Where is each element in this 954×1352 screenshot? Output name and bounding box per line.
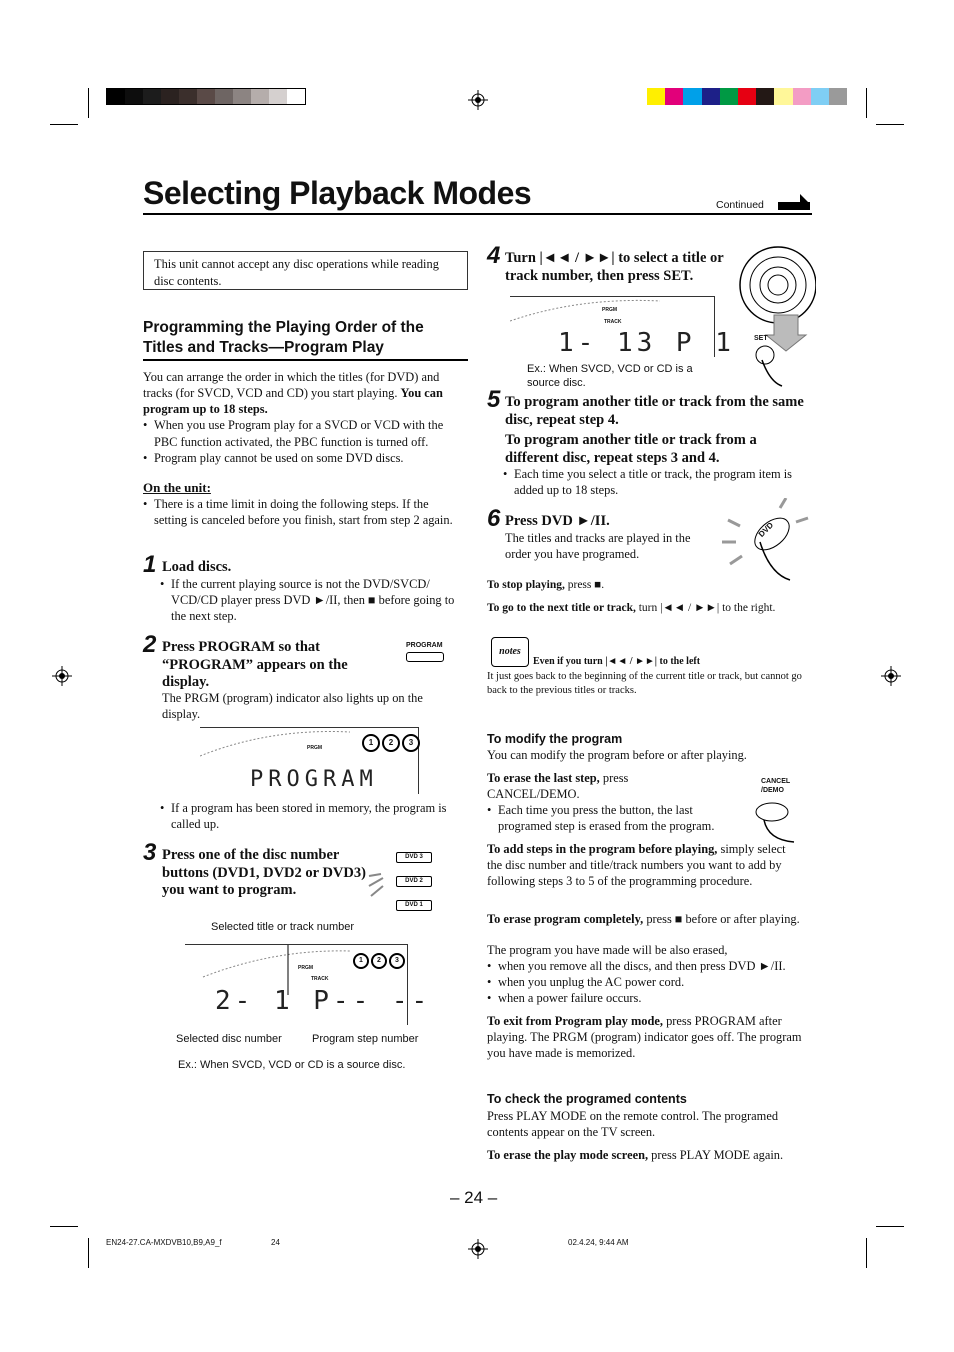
notes-title: Even if you turn |◄◄ / ►►| to the left — [533, 656, 701, 667]
crop-mark — [50, 124, 78, 125]
erase-all-body: The program you have made will be also erased, — [487, 943, 728, 957]
jog-dial-icon — [732, 243, 816, 353]
crop-mark — [866, 88, 867, 118]
color-swatch — [665, 88, 683, 105]
color-swatch — [107, 89, 125, 104]
step-number: 4 — [487, 242, 501, 269]
next-instruction — [487, 601, 775, 616]
color-calibration-bar — [647, 88, 847, 105]
step-number: 3 — [143, 839, 157, 866]
notes-icon — [491, 637, 529, 667]
color-swatch — [215, 89, 233, 104]
color-swatch — [179, 89, 197, 104]
dvd1-button: DVD 1 — [396, 900, 432, 911]
erase-screen-instruction — [487, 1147, 807, 1163]
label-selected-title: Selected title or track number — [211, 921, 355, 933]
footer-timestamp: 02.4.24, 9:44 AM — [568, 1238, 629, 1247]
list-item: • when you remove all the discs, and then press DVD ►/II. — [487, 958, 805, 974]
list-item: • There is a time limit in doing the following steps. If the setting is canceled before you finish, start from step 2 again. — [143, 496, 463, 528]
lcd-disc-indicators — [353, 953, 405, 969]
on-unit-heading: On the unit: — [143, 480, 211, 495]
disc-2-indicator: 2 — [382, 734, 400, 752]
registration-target-icon — [468, 90, 488, 110]
list-item: • when you unplug the AC power cord. — [487, 974, 805, 990]
footer-page: 24 — [271, 1238, 280, 1247]
section-rule — [143, 359, 468, 361]
set-button-press-icon — [752, 342, 786, 388]
color-swatch — [269, 89, 287, 104]
step-title: Press PROGRAM so that “PROGRAM” appears on the display. — [162, 639, 348, 691]
list-item: • Each time you press the button, the last programed step is erased from the program. — [487, 802, 735, 834]
lcd-track: TRACK — [604, 319, 622, 325]
step4-example: Ex.: When SVCD, VCD or CD is a source disc. — [527, 363, 693, 390]
notice-box: This unit cannot accept any disc operations while reading disc contents. — [143, 251, 468, 290]
color-swatch — [161, 89, 179, 104]
lcd-track: TRACK — [311, 976, 329, 982]
erase-screen-bold: To erase the play mode screen, — [487, 1148, 649, 1162]
program-button-shape — [406, 652, 444, 662]
next-rest: turn |◄◄ / ►►| to the right. — [638, 602, 776, 614]
lcd-prgm: PRGM — [298, 965, 313, 971]
check-heading: To check the programed contents — [487, 1092, 687, 1106]
erase-all-bullets — [487, 958, 805, 1006]
color-swatch — [647, 88, 665, 105]
section-title: Programming the Playing Order of the Titles and Tracks—Program Play — [143, 319, 424, 356]
color-swatch — [720, 88, 738, 105]
disc-2-indicator: 2 — [371, 953, 387, 969]
page-number: – 24 – — [450, 1188, 498, 1207]
color-swatch — [774, 88, 792, 105]
crop-mark — [88, 1238, 89, 1268]
dvd2-button: DVD 2 — [396, 876, 432, 887]
list-item: • If the current playing source is not the DVD/SVCD/ VCD/CD player press DVD ►/II, then ■ before going to the next step. — [160, 576, 460, 624]
disc-buttons — [396, 852, 432, 911]
dvd3-button: DVD 3 — [396, 852, 432, 863]
lcd-display-track — [510, 296, 735, 358]
label-selected-disc: Selected disc number — [176, 1033, 282, 1045]
gray-calibration-bar — [106, 88, 306, 105]
lcd-display-program — [200, 727, 419, 794]
stop-bold: To stop playing, — [487, 579, 565, 591]
step-title: To program another title or track from the same disc, repeat step 4. — [505, 394, 804, 428]
crop-mark — [876, 124, 904, 125]
intro-lead: You can arrange the order in which the titles (for DVD) and tracks (for SVCD, VCD and CD) you start playing. — [143, 370, 440, 401]
color-swatch — [143, 89, 161, 104]
color-swatch — [756, 88, 774, 105]
erase-all-rest: press ■ before or after playing. — [646, 912, 800, 926]
color-swatch — [702, 88, 720, 105]
step-bullets — [503, 466, 811, 498]
step-number: 6 — [487, 505, 501, 532]
lcd-track-text: 1- 13 P 1 — [558, 328, 735, 358]
modify-heading: To modify the program — [487, 732, 623, 746]
step-number: 2 — [143, 631, 157, 658]
list-item: • Each time you select a title or track, the program item is added up to 18 steps. — [503, 466, 811, 498]
add-bold: To add steps in the program before playing, — [487, 842, 718, 856]
continued-label: Continued — [716, 199, 764, 211]
stop-instruction — [487, 578, 604, 593]
step-bullets — [160, 800, 466, 832]
disc-3-indicator: 3 — [389, 953, 405, 969]
add-steps-instruction — [487, 841, 803, 889]
set-button-label: SET — [754, 335, 768, 342]
step-number: 5 — [487, 386, 501, 413]
cancel-button-label: CANCEL /DEMO — [761, 778, 791, 795]
cancel-button-press-icon — [748, 796, 804, 844]
disc-1-indicator: 1 — [362, 734, 380, 752]
step-body: The PRGM (program) indicator also lights up on the display. — [162, 691, 423, 722]
continued-arrow-icon — [776, 192, 812, 212]
erase-last-rest: press CANCEL/DEMO. — [487, 771, 629, 802]
exit-program-instruction — [487, 1013, 803, 1061]
color-swatch — [738, 88, 756, 105]
lcd-prgm: PRGM — [602, 307, 617, 313]
next-bold: To go to the next title or track, — [487, 602, 636, 614]
lcd-disc-indicators — [362, 734, 420, 752]
crop-mark — [88, 88, 89, 118]
color-swatch — [287, 89, 305, 104]
footer-file: EN24-27.CA-MXDVB10,B9,A9_f — [106, 1238, 222, 1247]
dvd-play-button-icon — [720, 498, 812, 584]
crop-mark — [866, 1238, 867, 1268]
step-title: To program another title or track from a different disc, repeat steps 3 and 4. — [505, 432, 757, 466]
check-body: Press PLAY MODE on the remote control. The programed contents appear on the TV screen. — [487, 1109, 779, 1140]
color-swatch — [197, 89, 215, 104]
erase-screen-rest: press PLAY MODE again. — [651, 1148, 784, 1162]
press-hand-icon — [365, 856, 401, 916]
erase-all-instruction — [487, 911, 803, 927]
modify-intro: You can modify the program before or after playing. — [487, 748, 747, 762]
exit-rest: press PROGRAM after playing. The PRGM (program) indicator goes off. The program you have made is memorized. — [487, 1014, 802, 1061]
registration-target-icon — [468, 1239, 488, 1259]
lcd-program-text: PROGRAM — [250, 767, 378, 792]
color-swatch — [829, 88, 847, 105]
step-number: 1 — [143, 551, 157, 578]
title-rule — [143, 213, 812, 215]
list-item: • Program play cannot be used on some DVD discs. — [143, 450, 468, 466]
color-swatch — [683, 88, 701, 105]
intro-bold: You can program up to 18 steps. — [143, 386, 443, 417]
crop-mark — [50, 1226, 78, 1227]
step-bullets — [160, 576, 460, 624]
program-button — [406, 641, 450, 662]
add-rest: simply select the disc number and title/track numbers you want to add by following steps 3 to 5 of the programming procedure. — [487, 842, 786, 889]
step-title: Press DVD ►/II. — [505, 513, 610, 529]
step-title: Turn |◄◄ / ►►| to select a title or track number, then press SET. — [505, 250, 724, 284]
step-body: The titles and tracks are played in the order you have programed. — [505, 531, 691, 562]
list-item: • when a power failure occurs. — [487, 990, 805, 1006]
crop-mark — [876, 1226, 904, 1227]
lcd-prgm: PRGM — [307, 745, 322, 751]
registration-target-icon — [881, 666, 901, 686]
list-item: • If a program has been stored in memory, the program is called up. — [160, 800, 466, 832]
intro-bullets — [143, 417, 468, 465]
erase-all-bold: To erase program completely, — [487, 912, 644, 926]
color-swatch — [811, 88, 829, 105]
color-swatch — [251, 89, 269, 104]
erase-last-bullets — [487, 802, 735, 834]
notes-body: It just goes back to the beginning of the current title or track, but cannot go back to the previous titles or tracks. — [487, 671, 802, 696]
erase-last-bold: To erase the last step, — [487, 771, 600, 785]
lcd-step-text: 2- 1 P-- -- — [215, 986, 432, 1016]
notes-icon-text: notes — [499, 646, 521, 657]
on-unit-bullets — [143, 496, 463, 528]
erase-last-instruction — [487, 770, 657, 802]
disc-1-indicator: 1 — [353, 953, 369, 969]
color-swatch — [793, 88, 811, 105]
color-swatch — [125, 89, 143, 104]
step-title: Load discs. — [162, 559, 232, 575]
page-title: Selecting Playback Modes — [143, 175, 532, 211]
dvd-button-label: DVD — [756, 520, 776, 539]
program-button-label: PROGRAM — [406, 642, 443, 649]
exit-bold: To exit from Program play mode, — [487, 1014, 663, 1028]
registration-target-icon — [52, 666, 72, 686]
lcd-display-step — [185, 944, 432, 1025]
color-swatch — [233, 89, 251, 104]
label-program-step: Program step number — [312, 1033, 419, 1045]
disc-3-indicator: 3 — [402, 734, 420, 752]
stop-rest: press ■. — [567, 579, 605, 591]
intro-paragraph — [143, 369, 468, 466]
step-title: Press one of the disc number buttons (DVD1, DVD2 or DVD3) you want to program. — [162, 847, 366, 899]
list-item: • When you use Program play for a SVCD or VCD with the PBC function activated, the PBC function is turned off. — [143, 417, 468, 449]
label-example: Ex.: When SVCD, VCD or CD is a source disc. — [178, 1059, 406, 1071]
